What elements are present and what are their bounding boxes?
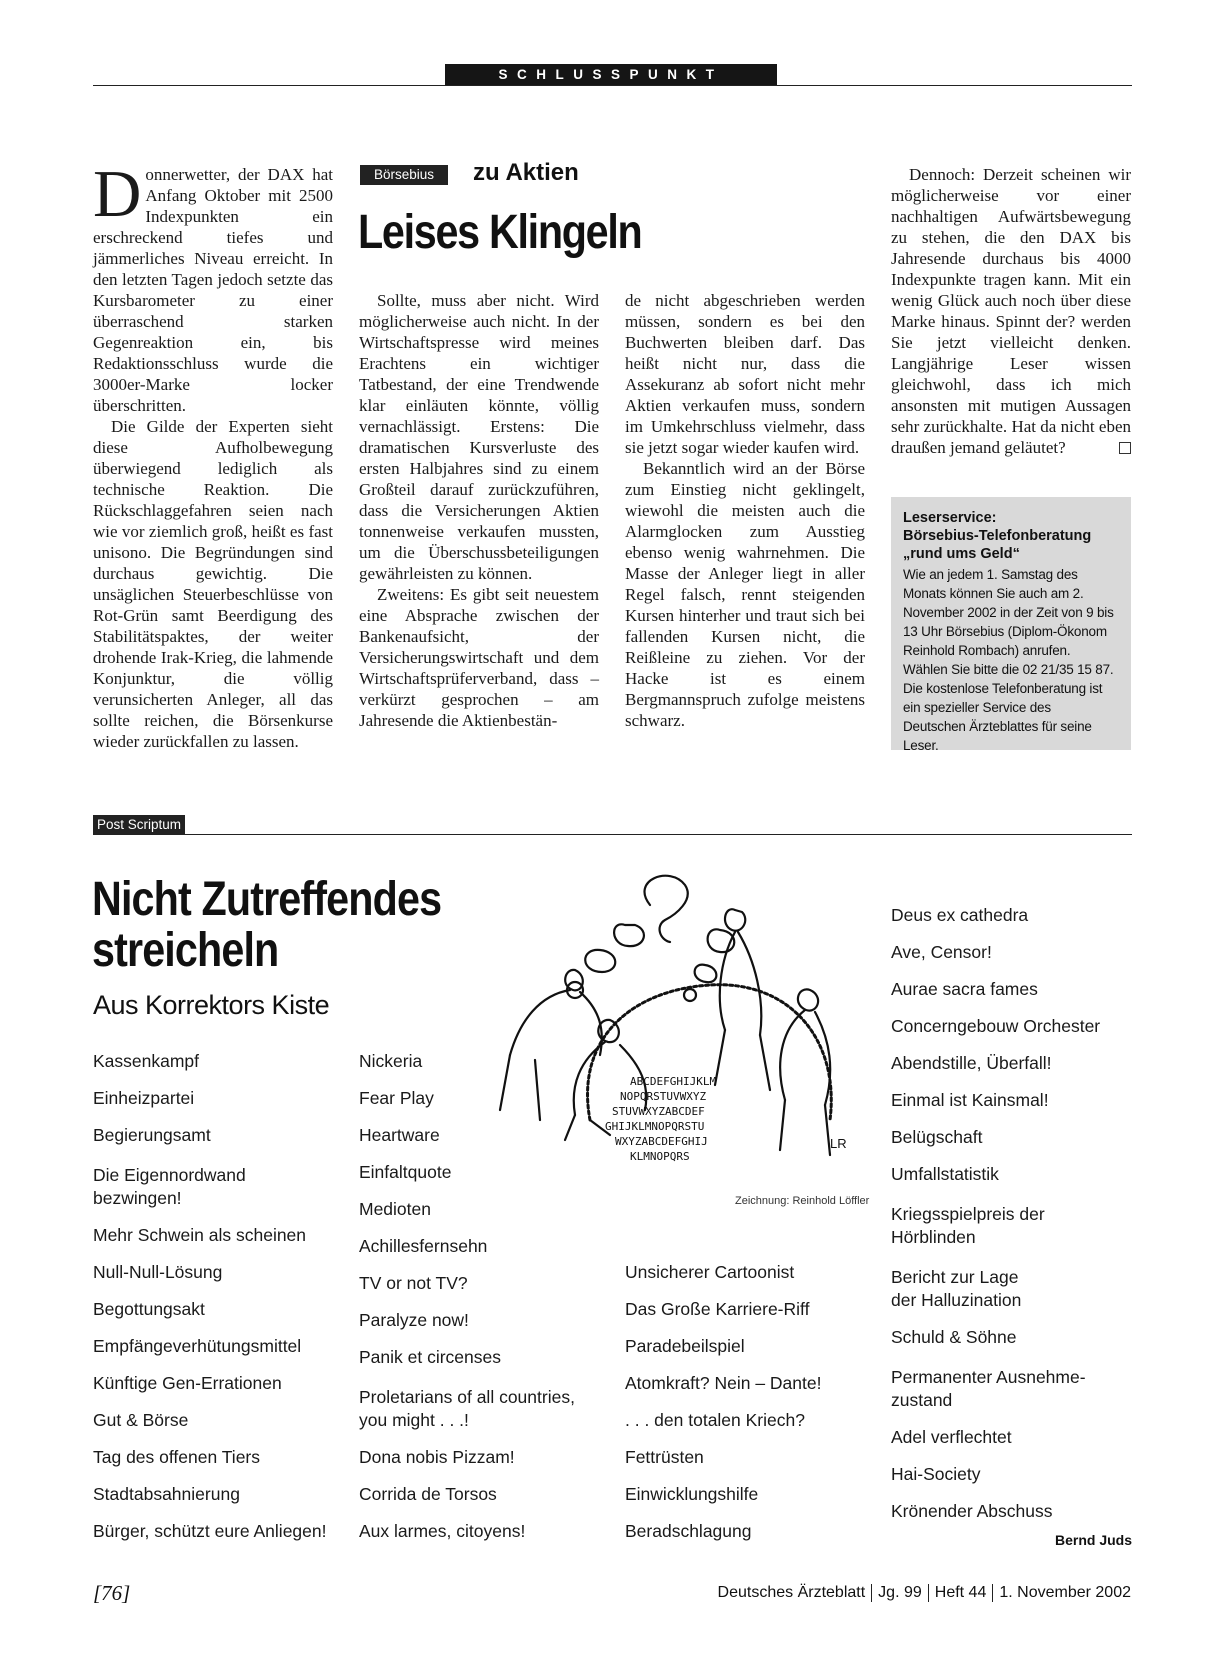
wordlist-item: Concerngebouw Orchester [891,1016,1101,1036]
wordlist-item: Hai-Society [891,1464,981,1484]
footer-meta [718,1584,1131,1602]
journal-name: Deutsches Ärzteblatt [717,1584,866,1602]
illustration-signature: LR [830,1136,847,1151]
leserservice-subtitle: „rund ums Geld“ [903,546,1020,562]
wordlist-item: Fear Play [359,1088,434,1108]
wordlist-item: Tag des offenen Tiers [93,1447,261,1467]
wordlist-item: Paradebeilspiel [625,1336,745,1356]
wordlist-item: . . . den totalen Kriech? [625,1410,805,1430]
footer-separator [871,1584,872,1602]
postscriptum-title-line-2: streicheln [92,924,279,977]
col3-paragraph-2: Bekanntlich wird an der Börse zum Einstieg nicht geklingelt, wiewohl die meisten auch die Alarmglocken zum Ausstieg ebenso wenig wahrnehmen. Die Masse der Anleger liegt in aller Regel falsch, rennt steigenden Kursen hinterher und traut sich bei fallenden Kursen nicht, die Reißleine zu ziehen. Vor der Hacke ist es einem Bergmannspruch zufolge meistens schwarz. [625,459,865,730]
wordlist-item: Achillesfernsehn [359,1236,488,1256]
footer-separator [928,1584,929,1602]
col2-paragraph-2: Zweitens: Es gibt seit neuestem eine Absprache zwischen der Bankenaufsicht, der Versicherungswirtschaft und dem Wirtschaftsprüferverband, dass – verkürzt gesprochen – am Jahresende die Aktienbestän- [359,585,599,730]
wordlist-item: Aux larmes, citoyens! [359,1521,526,1541]
wordlist-item: Medioten [359,1199,431,1219]
wordlist-item: Hörblinden [891,1227,976,1247]
col1-paragraph-1: onnerwetter, der DAX hat Anfang Oktober mit 2500 Indexpunkten ein erschreckend tiefes und jämmerliches Niveau erreicht. In den letzten Tagen jedoch setzte das Kursbarometer zu einer überraschend starken Gegenreaktion ein, bis Redaktionsschluss wurde die 3000er-Marke locker überschritten. [93,165,333,415]
wordlist-item: Kassenkampf [93,1051,200,1071]
wordlist-item: Begierungsamt [93,1125,211,1145]
wordlist-item: Corrida de Torsos [359,1484,497,1504]
svg-text:WXYZABCDEFGHIJ: WXYZABCDEFGHIJ [615,1135,708,1148]
wordlist-item: Permanenter Ausnehme- [891,1367,1086,1387]
postscriptum-subtitle: Aus Korrektors Kiste [93,990,330,1020]
col4-paragraph-1: Dennoch: Derzeit scheinen wir möglicherweise vor einer nachhaltigen Aufwärtsbewegung zu stehen, die den DAX bis Jahresende durchaus bis 4000 Indexpunkte tragen kann. Mit ein wenig Glück auch noch über diese Marke hinaus. Spinnt der? werden Sie jetzt vielleicht denken. Langjährige Leser wissen gleichwohl, dass ich mich ansonsten mit mutigen Aussagen sehr zurückhalte. Hat da nicht eben draußen jemand geläutet? [891,165,1131,457]
wordlist-item: zustand [891,1390,953,1410]
wordlist-item: Belügschaft [891,1127,983,1147]
wordlist-item: Deus ex cathedra [891,905,1029,925]
wordlist-item: Bericht zur Lage [891,1267,1019,1287]
wordlist-item: Fettrüsten [625,1447,704,1467]
illustration-credit: Zeichnung: Reinhold Löffler [735,1195,870,1207]
wordlist-item: Adel verflechtet [891,1427,1012,1447]
wordlist-item: TV or not TV? [359,1273,468,1293]
wordlist-item: Atomkraft? Nein – Dante! [625,1373,822,1393]
wordlist-item: Beradschlagung [625,1521,752,1541]
postscriptum-rule [93,834,1132,835]
wordlist-item: Mehr Schwein als scheinen [93,1225,307,1245]
wordlist-item: Das Große Karriere-Riff [625,1299,810,1319]
svg-text:GHIJKLMNOPQRSTU: GHIJKLMNOPQRSTU [605,1120,705,1133]
postscriptum-tag: Post Scriptum [93,815,185,834]
wordlist-item: Paralyze now! [359,1310,469,1330]
wordlist-item: Schuld & Söhne [891,1327,1017,1347]
col2-paragraph-1: Sollte, muss aber nicht. Wird möglicherweise auch nicht. In der Wirtschaftspresse wird meines Erachtens ein wichtiger Tatbestand, der eine Trendwende klar einläuten könnte, völlig vernachlässigt. Erstens: Die dramatischen Kursverluste des ersten Halbjahres sind zu einem Großteil darauf zurückzuführen, dass die Versicherungen Aktien tonnenweise verkaufen mussten, um die Überschussbeteiligungen gewährleisten zu können. [359,291,599,583]
wordlist-item: bezwingen! [93,1188,182,1208]
wordlist-item: Künftige Gen-Errationen [93,1373,282,1393]
journal-issue: Heft 44 [934,1584,987,1602]
dropcap: D [93,157,142,231]
svg-text:STUVWXYZABCDEF: STUVWXYZABCDEF [612,1105,705,1118]
wordlist-item: Einmal ist Kainsmal! [891,1090,1049,1110]
wordlist-item: Bürger, schützt eure Anliegen! [93,1521,327,1541]
article-column-1 [93,157,333,752]
wordlist-item: Stadtabsahnierung [93,1484,240,1504]
wordlist-item: Einheizpartei [93,1088,195,1108]
article-column-4 [891,164,1131,458]
wordlist-item: Die Eigennordwand [93,1165,246,1185]
leserservice-label: Leserservice: [903,510,997,526]
page-number: [76] [93,1581,131,1605]
wordlist-item: Einfaltquote [359,1162,452,1182]
wordlist-item: Begottungsakt [93,1299,205,1319]
wordlist-item: Null-Null-Lösung [93,1262,223,1282]
wordlist-item: Krönender Abschuss [891,1501,1053,1521]
wordlist-item: Gut & Börse [93,1410,189,1430]
wordlist-item: Ave, Censor! [891,942,992,962]
article-kicker: zu Aktien [473,159,579,186]
leserservice-text: Wie an jedem 1. Samstag des Monats können Sie auch am 2. November 2002 in der Zeit von 9 bis 13 Uhr Börsebius (Diplom-Ökonom Reinhold Rombach) anrufen. Wählen Sie bitte die 02 21/35 15 87. Die kostenlose Telefonberatung ist ein spezieller Service des Deutschen Ärzteblattes für seine Leser. [903,567,1114,753]
journal-date: 1. November 2002 [999,1584,1131,1602]
author-byline: Bernd Juds [1055,1532,1133,1548]
svg-text:ABCDEFGHIJKLM: ABCDEFGHIJKLM [630,1075,717,1088]
article-headline: Leises Klingeln [358,206,642,259]
wordlist-item: Umfallstatistik [891,1164,999,1184]
wordlist-item: Aurae sacra fames [891,979,1038,999]
header-rule [93,85,1132,86]
leserservice-box [891,497,1131,753]
postscriptum-title-line-1: Nicht Zutreffendes [92,873,442,926]
svg-text:KLMNOPQRS: KLMNOPQRS [630,1150,690,1163]
article-column-3 [625,290,865,731]
wordlist-item: Abendstille, Überfall! [891,1053,1052,1073]
wordlist-item: Heartware [359,1125,440,1145]
journal-volume: Jg. 99 [878,1584,922,1602]
section-banner: SCHLUSSPUNKT [445,64,777,85]
wordlist-item: Unsicherer Cartoonist [625,1262,795,1282]
svg-text:NOPQRSTUVWXYZ: NOPQRSTUVWXYZ [620,1090,707,1103]
wordlist-item: Einwicklungshilfe [625,1484,759,1504]
wordlist-item: Nickeria [359,1051,423,1071]
wordlist-item: Kriegsspielpreis der [891,1204,1045,1224]
leserservice-title: Börsebius-Telefonberatung [903,528,1092,544]
wordlist-item: Empfängeverhütungsmittel [93,1336,302,1356]
rubric-tag: Börsebius [360,165,448,185]
wordlist-item: you might . . .! [359,1410,469,1430]
postscriptum-title [92,874,441,976]
wordlist-item: Dona nobis Pizzam! [359,1447,515,1467]
article-column-2 [359,290,599,731]
wordlist-item: Proletarians of all countries, [359,1387,575,1407]
end-square-icon [1119,442,1131,454]
col1-paragraph-2: Die Gilde der Experten sieht diese Aufholbewegung überwiegend lediglich als technische Reaktion. Die Rückschlaggefahren seien nach wie vor ziemlich groß, heißt es fast unisono. Die Begründungen sind durchaus gewichtig. Die unsäglichen Steuerbeschlüsse von Rot-Grün samt Beerdigung des Stabilitätspaktes, der weiter drohende Irak-Krieg, die lahmende Konjunktur, die völlig verunsicherten Anleger, all das sollte reichen, die Börsenkurse wieder zurückfallen zu lassen. [93,417,333,751]
cartoon-illustration [480,870,880,1170]
col3-paragraph-1: de nicht abgeschrieben werden müssen, sondern es bei den Buchwerten bleiben darf. Das heißt nicht nur, dass die Assekuranz ab sofort nicht mehr Aktien verkaufen muss, sondern im Umkehrschluss vielmehr, dass sie jetzt sogar wieder kaufen wird. [625,291,865,457]
footer-separator [992,1584,993,1602]
wordlist-item: der Halluzination [891,1290,1022,1310]
wordlist-item: Panik et circenses [359,1347,502,1367]
